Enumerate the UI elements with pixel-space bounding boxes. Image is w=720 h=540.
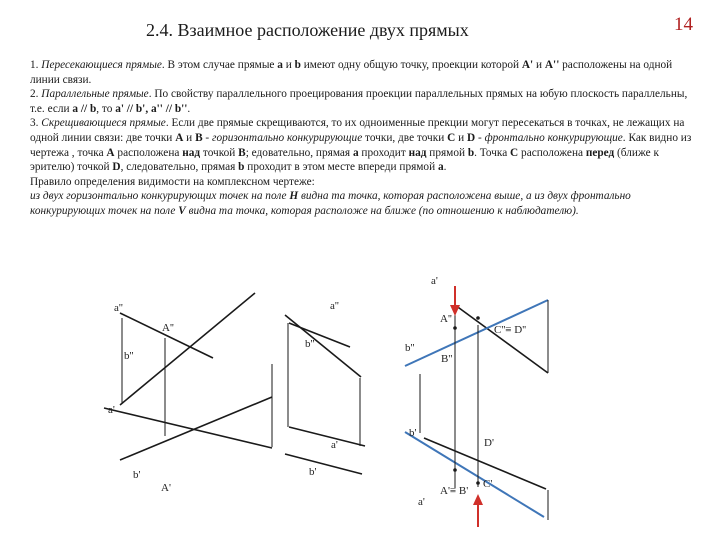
line-a2 — [120, 313, 213, 358]
point-A2 — [453, 326, 457, 330]
text: . — [187, 102, 191, 115]
label-A2: A'' — [440, 313, 452, 325]
label-CD: C''≡ D'' — [494, 324, 527, 336]
label-b1: b' — [409, 427, 417, 439]
text: , а из двух фронтально конкурирующих точек на поле — [30, 190, 631, 217]
line-b1 — [285, 454, 362, 474]
text: расположена — [518, 146, 586, 159]
text: проходит в этом месте впереди прямой — [244, 161, 438, 174]
arrow-up-icon — [473, 494, 483, 505]
text: . Как видно из чертежа , точка — [30, 131, 692, 159]
text: и — [533, 59, 545, 71]
figure-skew — [405, 300, 548, 520]
symbol: A — [175, 131, 184, 144]
label-b2: b'' — [405, 342, 415, 354]
line-a1 — [104, 408, 272, 448]
text: - — [202, 131, 213, 144]
text: . Если две прямые скрещиваются, то их одноименные прекции могут пересекаться в точках, не лежащих на одной линии связи: две точки — [30, 117, 685, 144]
symbol: a // b — [72, 102, 97, 115]
text: из двух горизонтально конкурирующих точек на поле — [30, 190, 290, 203]
term-skew: Скрещивающиеся прямые — [41, 117, 166, 130]
label-a1-bottom: a' — [418, 496, 425, 508]
text: расположена — [114, 146, 183, 159]
point-C1 — [476, 481, 480, 485]
symbol: B — [195, 131, 203, 144]
text: . По свойству параллельного проецирования проекции параллельных прямых на юбую плоскость параллельны, т.е. если — [30, 88, 688, 115]
symbol: над — [408, 146, 427, 159]
symbol: над — [182, 146, 201, 159]
term-parallel: Параллельные прямые — [41, 88, 149, 101]
text: и — [455, 131, 467, 144]
term-frontal: фронтально конкурирующие — [484, 131, 623, 144]
symbol: A'' — [544, 59, 560, 71]
label-A2: A'' — [162, 322, 174, 334]
label-b1: b' — [309, 466, 317, 478]
text: имеют одну общую точку, проекции которой — [300, 59, 522, 71]
label-a2: a'' — [114, 302, 123, 314]
label-B2: B'' — [441, 353, 453, 365]
symbol: H — [289, 190, 299, 203]
symbol: b — [467, 146, 475, 159]
line-b1 — [120, 397, 272, 460]
symbol: C — [510, 146, 519, 159]
text: . В этом случае прямые — [161, 59, 278, 71]
page-title: 2.4. Взаимное расположение двух прямых — [146, 20, 469, 40]
symbol: A' — [521, 59, 534, 71]
point-C2 — [476, 316, 480, 320]
text: точки, две точки — [362, 131, 448, 144]
text: расположены на одной линии связи. — [30, 59, 673, 86]
symbol: b — [238, 161, 245, 174]
text: точкой — [200, 146, 239, 159]
symbol: A — [106, 146, 115, 159]
text: , следовательно, прямая — [120, 161, 239, 174]
label-C1: C' — [483, 478, 493, 490]
text: (ближе к эрителю) точкой — [30, 146, 659, 174]
text: 1. — [30, 59, 42, 71]
text: 2. — [30, 88, 42, 101]
text: выше — [494, 190, 521, 203]
text: , то — [96, 102, 116, 115]
label-b1: b' — [133, 469, 141, 481]
symbol: D — [112, 161, 121, 174]
rule-heading: Правило определения видимости на комплексном чертеже: — [30, 175, 315, 188]
symbol: a — [437, 161, 444, 174]
line-a2 — [455, 305, 548, 373]
figure-parallel — [285, 315, 365, 474]
label-b2: b'' — [305, 338, 315, 350]
line-b2 — [405, 300, 548, 366]
text: 3. — [30, 117, 42, 130]
page-number: 14 — [674, 14, 693, 35]
symbol: перед — [585, 146, 615, 159]
label-a2: a'' — [330, 300, 339, 312]
text: и — [282, 59, 295, 71]
symbol: C — [447, 131, 456, 144]
figure-intersecting — [104, 293, 272, 460]
text: проходит — [358, 146, 409, 159]
line-a1 — [289, 427, 365, 446]
text: прямой — [426, 146, 468, 159]
symbol: B — [238, 146, 246, 159]
text: . Точка — [474, 146, 511, 159]
label-a1: a' — [331, 439, 338, 451]
symbol: b — [294, 59, 301, 71]
label-A1: A' — [161, 482, 171, 494]
symbol: D — [466, 131, 476, 144]
symbol: a — [352, 146, 359, 159]
text: видна та точка, которая расположена — [298, 190, 495, 203]
line-b2 — [120, 293, 255, 405]
text: видна та точка, которая расположе на ближе (по отношению к наблюдателю). — [185, 204, 579, 217]
text: ; едовательно, прямая — [245, 146, 353, 159]
label-a1-top: a' — [431, 275, 438, 287]
label-AB: A'≡ B' — [440, 485, 469, 497]
label-a1: a' — [108, 404, 115, 416]
text: . — [443, 161, 447, 174]
term-intersecting: Пересекающиеся прямые — [41, 59, 162, 71]
label-D1: D' — [484, 437, 494, 449]
text: и — [183, 131, 196, 144]
point-A1 — [453, 468, 457, 472]
symbol: a — [277, 59, 283, 71]
label-b2: b'' — [124, 350, 134, 362]
symbol: a' // b', a'' // b'' — [115, 102, 188, 115]
text: - — [475, 131, 485, 144]
term-horizontal: горизонтально конкурирующие — [212, 131, 363, 144]
symbol: V — [178, 204, 186, 217]
